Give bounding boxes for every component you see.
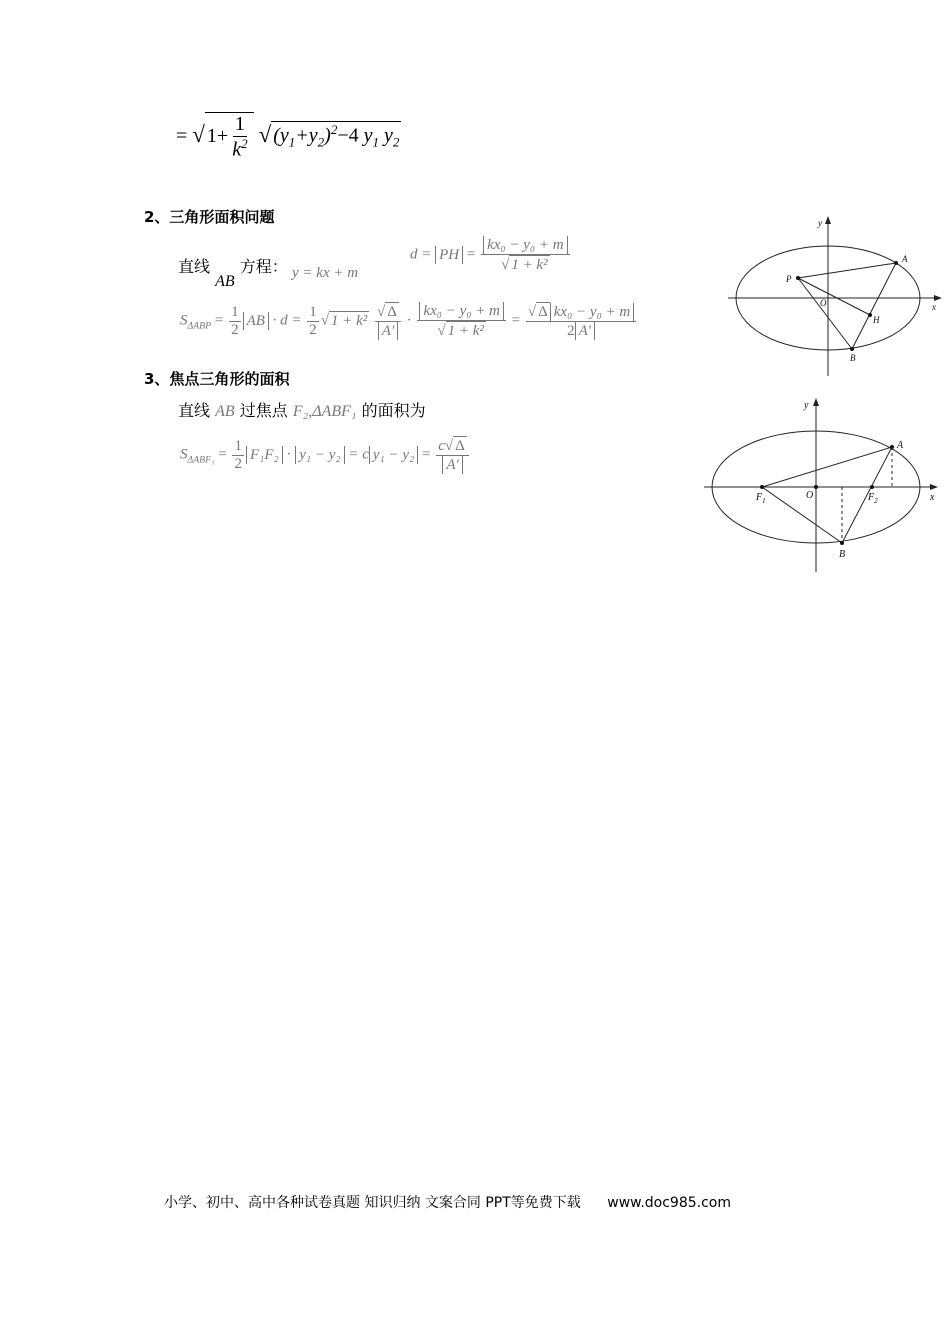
label-h: H [873,315,880,325]
section3-line-text: 直线 AB 过焦点 F₂,ΔABF₁ 的面积为 [178,401,426,420]
y-axis-arrow [813,398,819,406]
segment-ab [852,263,896,349]
section2-line-text: 直线 AB 方程： [178,257,288,290]
formula-top: = √ 1+ $\frac{1}{k^2}$ √ $(y_1+y_2)^2-4$ $y_1$ $y_2$ [176,113,400,161]
segment-ab [842,447,892,543]
label-p: P [786,274,792,284]
x-axis-arrow [930,484,938,490]
distance-formula: d = PH = $\frac{\text{kx₀ − y₀ + m}}{\text{√ 1 + k²}}$ [410,236,572,275]
footer [164,1192,731,1212]
point-f1 [760,485,764,489]
label-a: A [897,440,904,451]
label-x: x [930,492,935,503]
footer-site-link[interactable]: www.doc985.com [607,1195,731,1211]
footer-text: 小学、初中、高中各种试卷真题 知识归纳 文案合同 PPT等免费下载 [164,1195,581,1211]
point-a [890,445,894,449]
label-f1: $F_1$ [756,492,766,505]
label-f2: $F_2$ [868,492,878,505]
fraction-one-over-k2: $\frac{1}{k^2}$ [232,113,248,161]
segment-pa [798,263,896,278]
line-equation: y = kx + m [292,265,359,281]
point-h [868,313,872,317]
label-b: B [839,549,846,560]
y-axis-arrow [825,216,831,224]
section3-heading: 3、焦点三角形的面积 [144,370,290,388]
area-formula-abf1: $S_{\Delta ABF_1}$ = $\frac{1}{2}$ F₁F₂ · y₁ − y₂ = c y₁ − y₂ = $\frac{c√ \Delta}{A'}$ [180,436,471,475]
label-a: A [902,254,908,264]
sqrt-one-plus: 1+ $\frac{1}{k^2}$ [205,112,254,162]
point-o [814,485,818,489]
label-b: B [850,353,856,363]
point-f2 [870,485,874,489]
segment-f1a [762,447,892,487]
area-formula-abp: $S_{\Delta ABP}$ = $\frac{1}{2}$ AB · d = $\frac{1}{2}$ √ 1 + k² $\frac{√ \Delta}{A'}$ · $\frac{\text{kx₀ − y₀ + m}}{\text{√ 1 + k²}}$ = $\frac{\text{√ Δ kx₀ − y₀ + m}}{2 A'}$ [180,302,638,341]
label-y: y [804,400,809,411]
figure2-focal-triangle-diagram [700,392,946,576]
x-axis-arrow [934,295,942,301]
label-o: O [820,298,827,308]
label-x: x [932,302,936,312]
point-b [840,541,844,545]
point-b [850,347,854,351]
label-y: y [818,218,822,228]
section2-heading: 2、三角形面积问题 [144,208,275,226]
sqrt-discriminant: $(y_1+y_2)^2-4$ $y_1$ $y_2$ [273,122,400,150]
segment-ph [798,278,870,315]
point-a [894,261,898,265]
point-p [796,276,800,280]
figure1-ellipse-diagram [720,210,950,380]
segment-pb [798,278,852,349]
label-o: O [806,490,814,501]
segment-f1b [762,487,842,543]
